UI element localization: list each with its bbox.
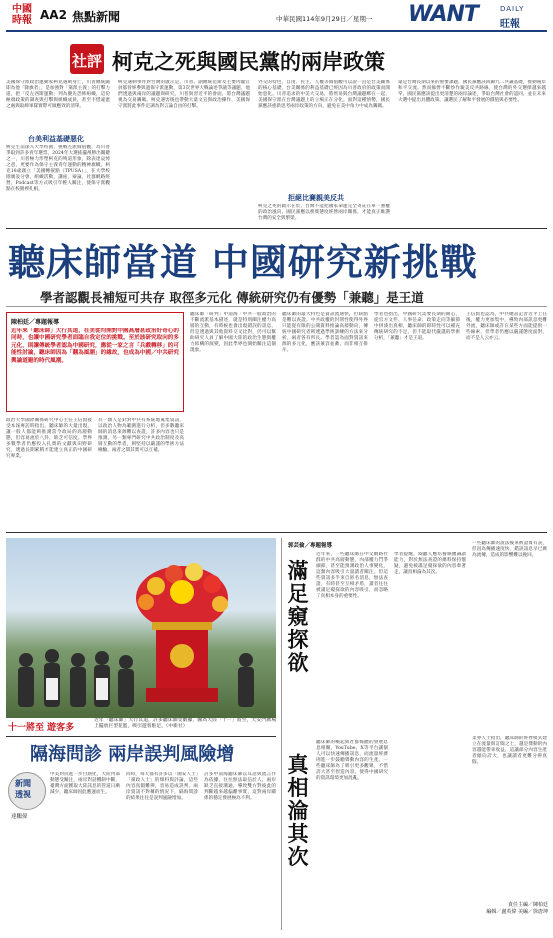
date-line: 中華民國114年9月29日／星期一 <box>276 15 373 23</box>
feature-col1: 中美對抗進一步白熱化，大陸內部動態受關注，兩岸對話機制中斷，臺灣方面獲取大陸訊息的管道日漸減少，聽床師因此應運而生。 <box>50 772 120 795</box>
feature-label-top: 新聞 <box>15 779 31 788</box>
editorial-col3-body: 外交的特色，自由、民主、人權等價值觀可以說一直是台美關係的核心基礎，台美關係的利益基礎已經因為川普政府的政策而開始惡化。川普追求的中美大交易，將貿易與台灣議題綁在一起，美國保守派在台灣議題上的立場正在分化。面對這種情勢，國民黨應該重新思考兩岸政策的方向，避免在美中角力中成為籌碼。 <box>258 80 390 109</box>
vertical-title-1: 滿足窺探欲 <box>287 559 309 675</box>
main-body-col2: 有一類人是針對中共有系統地蒐集資訊，以政治人物為範圍進行分析，但多數聽床師的消息來源難以查證，許多內容也只是推測。另一類專門研究中共政治制度及高層互動的學者，則堅持以嚴謹的學術方法檢驗，兩者之間其實可以互補。 <box>98 418 184 453</box>
brand-daily: DAILY <box>500 5 525 13</box>
vertical-body-1: 近年來，一些聽床師在中文網路社群的中共高層動態，內部權力鬥爭細節，甚至能預測政治人事變化，這類內容吸引大量讀者關注。但這些資訊多半來自匿名消息，無法查證，有時甚至互相矛盾，讀者往往被滿足窺探欲的內容吸引，而忽略了真相本身的重要性。 <box>316 552 388 599</box>
subheadline-rule <box>6 306 547 307</box>
section-name: 焦點新聞 <box>72 10 121 24</box>
editorial-title: 柯克之死與國民黨的兩岸政策 <box>112 50 385 74</box>
vertical-body-4: 一些聽床師的說法後來被證實有誤，但因為傳播速度快，錯誤訊息早已廣為流傳，造成的影響難以挽回。 <box>472 541 547 558</box>
editorial-subhead-2: 拒絕比賽親美反共 <box>288 194 344 202</box>
photo-caption: 近年「聽床師」大行其道，許多聽床師受數據，圖為大陸「十一」將至，天安門廣場上擺放巨型花籃，吸引遊客駐足。（中新社） <box>94 718 276 730</box>
news-photo <box>6 538 276 718</box>
vertical-body-3: 學者提醒，閱聽人應培養媒體識讀能力，對於無法查證的爆料保持懷疑，避免被滿足窺探欲的內容牽著走，讓真相淪為其次。 <box>394 552 466 575</box>
paper-logo: 中國時報 <box>12 4 32 26</box>
vertical-title-2: 真相淪其次 <box>287 753 309 869</box>
feature-title: 隔海問診 兩岸誤判風險增 <box>30 744 235 765</box>
editorial-bottom-rule <box>6 228 547 229</box>
vertical-body-5: 業界人士指出，聽床師的經營模式建立在流量與訂閱之上，越是聳動的內容越能帶來收益，這讓部分內容生產者傾向誇大，也讓讀者更難分辨真假。 <box>472 736 547 765</box>
editorial-lead: 美國保守派政治運動家柯克遇刺身亡，川普總統隨即為他「降旗者」，是加強對「黨派主義」的打擊力道，把「反左西斯運動」列為優先恐怖組織，這份極端政策的調查與打擊與組織成員，甚至不惜違憲之處與取締軍隊實際可做應效的清單。 <box>6 80 110 109</box>
editorial-col3-body-2: 柯克之死的啟示在於，台灣不能把國家命運完全寄託在單一強權的政治風向，國民黨應以務實態度經營兩岸關係，才能真正維護台灣的安全與繁榮。 <box>258 204 390 221</box>
main-subheadline: 學者認觀長補短可共存 取徑多元化 傳統研究仍有優勢「兼聽」是王道 <box>40 290 424 305</box>
editorial-col4-body: 遠是台灣長期以來的重要課題，國民黨應該回歸九二共識基礎，推動兩岸和平交流。然而綠營不斷炒作親美反共路線，使台灣的外交選擇越來越窄，國民黨應該提出更清楚的兩岸論述，爭取台灣社會的認同，並在未來大選中提出具體政策，讓選民了解和平發展的價值與必要性。 <box>398 80 546 103</box>
photo-flag: 十一將至 遊客多 <box>8 723 75 733</box>
main-story-bottom-rule <box>6 532 547 533</box>
editorial-subhead-1: 台美利益基礎悪化 <box>28 135 84 143</box>
main-body-col1: 政治大學國際關係研究中心主任王信賢接受本報專訪時指出，聽床師的大量出現，讓一般人都能夠推測當今政局的高層動態，但容易流於八卦，缺乏可信度。學界多數學者仍應投入扎實的文獻與田野研究，透過長期累積才能建立真正的中國研究專業。 <box>6 418 92 459</box>
main-body-col3: 聽床師「研判」中南海「中共一般政治的不斷流派基本描述，就是特別關注權力高層的互動，有時候也會出現錯誤的訊息，但是透過與其他資料交叉比對，仍可以幫助研究人員了解中國大陸的政治生態與權力結構的演變，因此學界也開始關注這個現象。 <box>190 312 276 353</box>
page-credits: 責任主編／陳柏廷 編輯／盧英偉 美編／徐唐坤 <box>486 902 548 915</box>
vertical-reporter: 郭芸倫／專題報導 <box>288 543 333 549</box>
brand-want: WANT <box>408 2 478 27</box>
main-lead: 近年來「聽床師」大行其道，在美從均開對中國高層甚政治好奇心的同時，也讓中國研究學者面臨自我定位的挑戰。至於該研究取向的多元化，則讓傳統學者認為中國研究，應從一家之言「兵戲轉移」的可能性討論，聽床師因為「翻為風潮」的緣故，也成為中國／中共研究輿論道避的時代風潮。 <box>11 328 179 364</box>
main-body-col5: 學者也指出，中國研究需要長期的耐心，從官方文件、人事任命、政策走向等細節中拼湊出真相，聽床師的即時性可以補充傳統研究的不足，但不能取代嚴謹的學術分析，「兼聽」才是王道。 <box>374 312 460 341</box>
editorial-tag-text: 社評 <box>72 52 103 70</box>
flower-basket-icon <box>136 563 228 702</box>
want-logo <box>408 2 548 32</box>
lead-box <box>6 312 184 412</box>
feature-col3: 許多中南海聽床師以耳語與流言作為依據，往往無法取信於人，兩岸缺乏直接溝通，導致雙方對彼此的判斷越來越偏離事實，這對兩岸關係的穩定發展極為不利。 <box>204 772 276 801</box>
vertical-divider <box>281 538 282 930</box>
feature-col2: 同時，每天都有許多以「國安人士」「黨政人士」的爆料與評論，這些內容真假難辨，容易造成誤判。兩岸資訊不對稱的情況下，隔海問診的結果往往是誤判風險增加。 <box>126 772 198 801</box>
editorial-col1-body: 柯克生前深入大學校園，挑戰左派價值觀，為川普爭取到許多青年選票。2024年大選搖擺州勝出關鍵之一，川普極力形塑柯克的殉道形象，除表達哀悼之意，更要作為保守主義青年運動的精神旗幟。柯克18歲創立「美國轉捩點（TPUSA）」，在大學校園廣設分會，組織活動，講座，辯論，社群網路經營，Podcast等方式吸引年輕人關注，使保守派觀點在校園裡扎根。 <box>6 145 110 192</box>
main-headline-text: 聽床師當道 中國研究新挑戰 <box>8 241 478 284</box>
editorial-col2-body: 柯克遇刺事件對台灣的啟示是，川普、副總統范斯及主要內閣官員都曾經參與過保守派運動，第3次世界大戰論述爭議等議題，他們透過與兩岸的議題與研究，川普與習近平的會面，將台灣議題視為交易籌碼。柯克遇害後也帶動大量文宣與政治操作，美國保守派將此事件定調為對言論自由的打擊。 <box>118 80 250 109</box>
vertical-body-2: 聽床師的崛起與社群媒體的發展息息相關，YouTube、X等平台讓個人可以快速傳播訊息，而流量經濟則進一步鼓勵聳動內容的生產。一些聽床師為了吸引更多觀眾，不惜誇大甚至捏造內容，使得中國研究的資訊環境更加混亂。 <box>316 740 388 781</box>
feature-label <box>6 772 46 824</box>
main-reporter: 陳柏廷／專題報導 <box>11 319 60 326</box>
page-code: AA2 <box>40 8 67 22</box>
masthead-rule <box>6 30 547 32</box>
main-headline <box>8 232 548 284</box>
feature-writer: 達鵬偉 <box>11 814 28 820</box>
main-body-col6: 王信賢也認為，中共總書記習近平上任後，權力更加集中，導致內部訊息更難外流，聽床師或許在某些方面能提供一些線索，但學者仍應以嚴謹態度面對，而不是人云亦云。 <box>466 312 547 341</box>
brand-cn: 旺報 <box>500 19 520 30</box>
feature-label-bottom: 透視 <box>15 790 31 799</box>
main-body-col4: 聽床師的最大特色是資訊流通快，但缺點是難以查證。中共政權的封閉性使得外界只能從有限的公開資料推論高層動向，傳統中國研究者則透過學術訓練的方法來分析，兩者各有所長。學者認為面對資訊來源的多元化，應該兼容並蓄，而非相互排斥。 <box>282 312 368 353</box>
feature-top-rule <box>6 736 276 737</box>
